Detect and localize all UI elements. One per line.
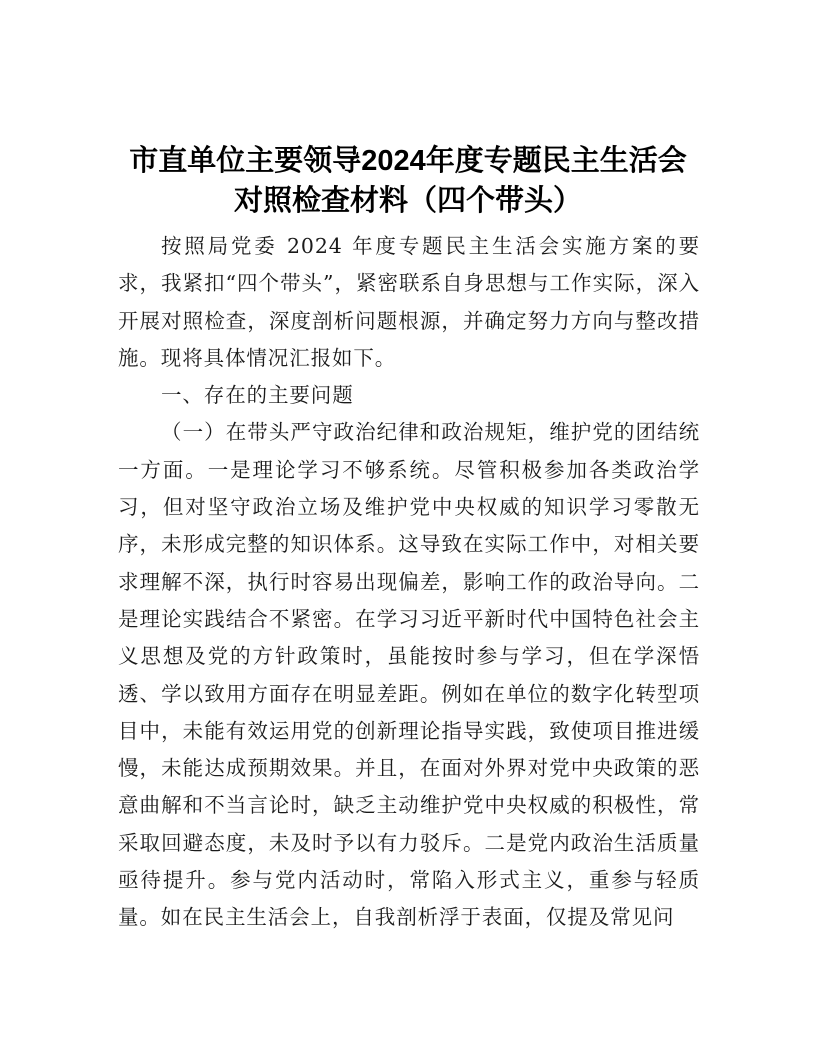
section-heading-one: 一、存在的主要问题 (161, 383, 354, 408)
page-title: 市直单位主要领导2024年度专题民主生活会对照检查材料（四个带头） (129, 145, 687, 217)
subsection-one-paragraph: （一）在带头严守政治纪律和政治规矩，维护党的团结统一方面。一是理论学习不够系统。尽管积极参加各类政治学习，但对坚守政治立场及维护党中央权威的知识学习零散无序，未形成完整的知识体系。这导致在实际工作中，对相关要求理解不深，执行时容易出现偏差，影响工作的政治导向。二是理论实践结合不紧密。在学习习近平新时代中国特色社会主义思想及党的方针政策时，虽能按时参与学习，但在学深悟透、学以致用方面存在明显差距。例如在单位的数字化转型项目中，未能有效运用党的创新理论指导实践，致使项目推进缓慢，未能达成预期效果。并且，在面对外界对党中央政策的恶意曲解和不当言论时，缺乏主动维护党中央权威的积极性，常采取回避态度，未及时予以有力驳斥。二是党内政治生活质量亟待提升。参与党内活动时，常陷入形式主义，重参与轻质量。如在民主生活会上，自我剖析浮于表面，仅提及常见问 (118, 420, 700, 930)
intro-paragraph: 按照局党委 2024 年度专题民主生活会实施方案的要求，我紧扣“四个带头”，紧密联系自身思想与工作实际，深入开展对照检查，深度剖析问题根源，并确定努力方向与整改措施。现将具体情况汇报如下。 (118, 234, 700, 370)
document-body (118, 228, 700, 937)
